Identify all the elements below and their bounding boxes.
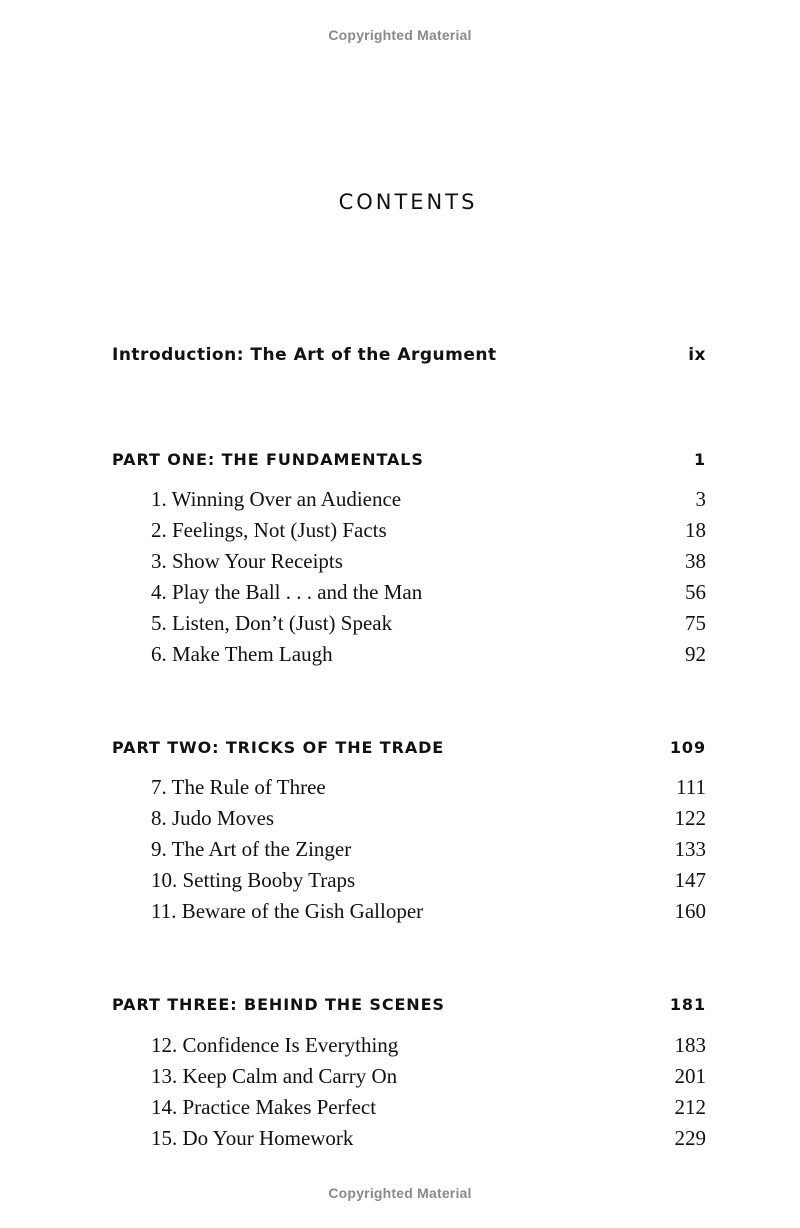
toc-part-label: PART TWO: TRICKS OF THE TRADE: [112, 738, 445, 757]
toc-chapter-15[interactable]: [151, 1126, 706, 1151]
toc-chapter-8[interactable]: [151, 806, 706, 831]
toc-chapter-10[interactable]: [151, 868, 706, 893]
toc-chapter-2[interactable]: [151, 518, 706, 543]
toc-page-number: 1: [693, 450, 706, 469]
toc-page-number: 38: [685, 549, 706, 573]
toc-page-number: 201: [674, 1064, 706, 1088]
toc-chapter-label: 9. The Art of the Zinger: [151, 837, 352, 861]
page-title: CONTENTS: [338, 190, 478, 214]
toc-page-number: 111: [676, 775, 706, 799]
toc-chapter-label: 5. Listen, Don’t (Just) Speak: [151, 611, 393, 635]
toc-chapter-9[interactable]: [151, 837, 706, 862]
toc-page-number: 183: [674, 1033, 706, 1057]
toc-part-two[interactable]: [112, 738, 706, 757]
toc-page-number: 229: [674, 1126, 706, 1150]
toc-chapter-label: 1. Winning Over an Audience: [151, 487, 402, 511]
toc-page-number: 18: [685, 518, 706, 542]
toc-chapter-7[interactable]: [151, 775, 706, 800]
toc-page-number: 122: [674, 806, 706, 830]
toc-chapter-6[interactable]: [151, 642, 706, 667]
toc-chapter-3[interactable]: [151, 549, 706, 574]
toc-page-number: 147: [674, 868, 706, 892]
toc-chapter-label: 12. Confidence Is Everything: [151, 1033, 399, 1057]
toc-page-number: 92: [685, 642, 706, 666]
toc-part-label: PART THREE: BEHIND THE SCENES: [112, 995, 445, 1014]
toc-chapter-label: 13. Keep Calm and Carry On: [151, 1064, 398, 1088]
toc-page-number: 212: [674, 1095, 706, 1119]
toc-chapter-13[interactable]: [151, 1064, 706, 1089]
toc-chapter-label: 15. Do Your Homework: [151, 1126, 354, 1150]
toc-chapter-label: 3. Show Your Receipts: [151, 549, 343, 573]
toc-page-number: 3: [695, 487, 706, 511]
toc-chapter-label: 6. Make Them Laugh: [151, 642, 333, 666]
toc-chapter-label: 11. Beware of the Gish Galloper: [151, 899, 424, 923]
copyright-watermark-bottom: Copyrighted Material: [328, 1185, 472, 1201]
toc-chapter-label: 4. Play the Ball . . . and the Man: [151, 580, 423, 604]
toc-page-number: 181: [669, 995, 706, 1014]
toc-page-number: ix: [688, 345, 706, 365]
toc-chapter-1[interactable]: [151, 487, 706, 512]
toc-chapter-label: 10. Setting Booby Traps: [151, 868, 356, 892]
toc-page-number: 75: [685, 611, 706, 635]
toc-page-number: 56: [685, 580, 706, 604]
toc-part-one[interactable]: [112, 450, 706, 469]
toc-chapter-label: 8. Judo Moves: [151, 806, 275, 830]
toc-part-three[interactable]: [112, 995, 706, 1014]
toc-chapter-label: 7. The Rule of Three: [151, 775, 326, 799]
toc-part-label: PART ONE: THE FUNDAMENTALS: [112, 450, 424, 469]
copyright-watermark-top: Copyrighted Material: [328, 27, 472, 43]
toc-chapter-label: 14. Practice Makes Perfect: [151, 1095, 377, 1119]
toc-chapter-4[interactable]: [151, 580, 706, 605]
toc-chapter-5[interactable]: [151, 611, 706, 636]
toc-chapter-label: 2. Feelings, Not (Just) Facts: [151, 518, 387, 542]
toc-chapter-12[interactable]: [151, 1033, 706, 1058]
toc-page-number: 109: [669, 738, 706, 757]
toc-entry-label: Introduction: The Art of the Argument: [112, 345, 497, 365]
toc-chapter-11[interactable]: [151, 899, 706, 924]
toc-page-number: 160: [674, 899, 706, 923]
toc-page-number: 133: [674, 837, 706, 861]
toc-introduction[interactable]: [112, 345, 706, 365]
toc-chapter-14[interactable]: [151, 1095, 706, 1120]
